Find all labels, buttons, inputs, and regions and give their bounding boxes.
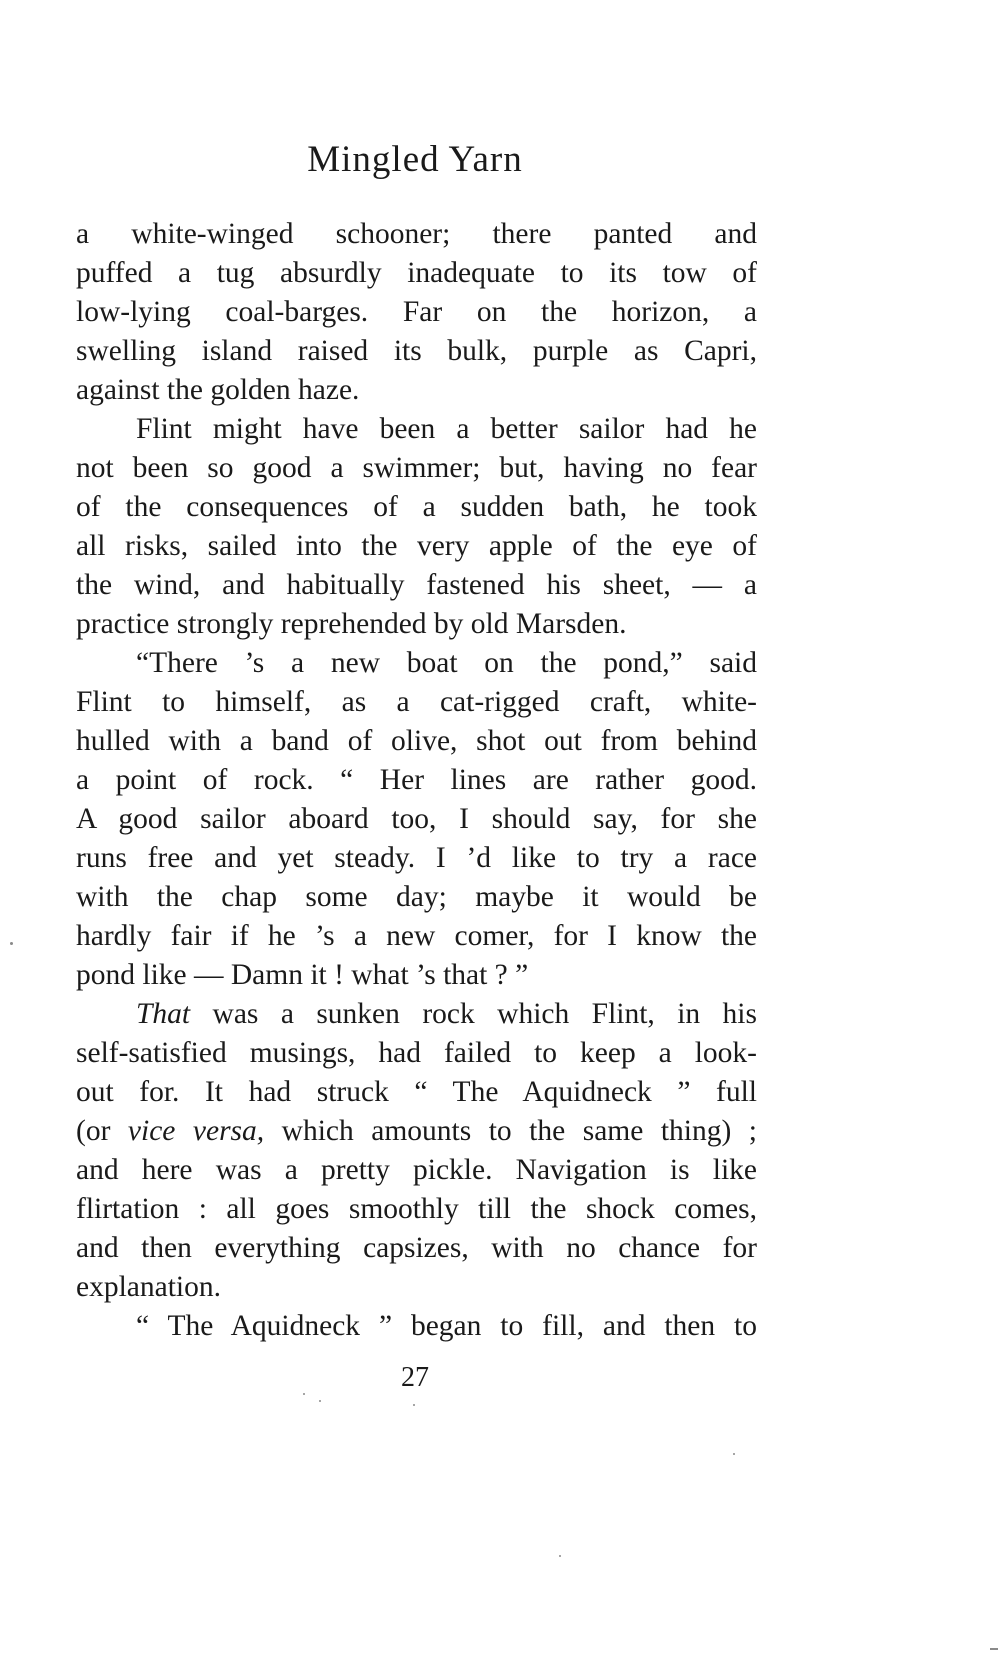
text-line: pond like — Damn it ! what ’s that ? ” (76, 959, 529, 991)
text-line: the wind, and habitually fastened his sheet, — a (76, 569, 757, 601)
text-line: with the chap some day; maybe it would be (76, 881, 757, 913)
text-line: against the golden haze. (76, 374, 360, 406)
text-line: low-lying coal-barges. Far on the horizon, a (76, 296, 757, 328)
print-speck (319, 1400, 321, 1402)
print-speck (303, 1393, 305, 1395)
italic-text: vice versa, (127, 1115, 265, 1147)
text-line: of the consequences of a sudden bath, he took (76, 491, 757, 523)
text-line: and then everything capsizes, with no chance for (76, 1232, 757, 1264)
text-line: a white-winged schooner; there panted and (76, 218, 757, 250)
text-line: runs free and yet steady. I ’d like to try a race (76, 842, 757, 874)
text-line: “There ’s a new boat on the pond,” said (136, 647, 757, 679)
text-line: swelling island raised its bulk, purple as Capri, (76, 335, 757, 367)
text-line: a point of rock. “ Her lines are rather good. (76, 764, 757, 796)
text-line: Flint might have been a better sailor had he (136, 413, 757, 445)
text-line: A good sailor aboard too, I should say, for she (76, 803, 757, 835)
text-line: self-satisfied musings, had failed to keep a look- (76, 1037, 757, 1069)
text-line: “ The Aquidneck ” began to fill, and then to (136, 1310, 757, 1342)
text-line: Flint to himself, as a cat-rigged craft, white- (76, 686, 757, 718)
text-line: puffed a tug absurdly inadequate to its tow of (76, 257, 757, 289)
italic-text: That (136, 998, 191, 1030)
print-speck (413, 1404, 415, 1406)
print-speck (559, 1555, 561, 1557)
page-number: 27 (401, 1362, 429, 1393)
text-line: all risks, sailed into the very apple of the eye of (76, 530, 757, 562)
text-line: and here was a pretty pickle. Navigation is like (76, 1154, 757, 1186)
text-line: (or vice versa, which amounts to the same thing) ; (76, 1115, 758, 1147)
body-text (76, 215, 757, 1346)
text-line: out for. It had struck “ The Aquidneck ” full (76, 1076, 757, 1108)
text-line: explanation. (76, 1271, 221, 1303)
text-line: practice strongly reprehended by old Marsden. (76, 608, 627, 640)
text-line: hulled with a band of olive, shot out from behind (76, 725, 757, 757)
text-line: flirtation : all goes smoothly till the shock comes, (76, 1193, 757, 1225)
print-speck (10, 942, 13, 945)
print-speck (990, 1648, 998, 1650)
text-line: hardly fair if he ’s a new comer, for I know the (76, 920, 757, 952)
running-head: Mingled Yarn (307, 139, 523, 180)
print-speck (733, 1453, 735, 1455)
text-line: not been so good a swimmer; but, having no fear (76, 452, 757, 484)
text-line: That was a sunken rock which Flint, in his (136, 998, 757, 1030)
